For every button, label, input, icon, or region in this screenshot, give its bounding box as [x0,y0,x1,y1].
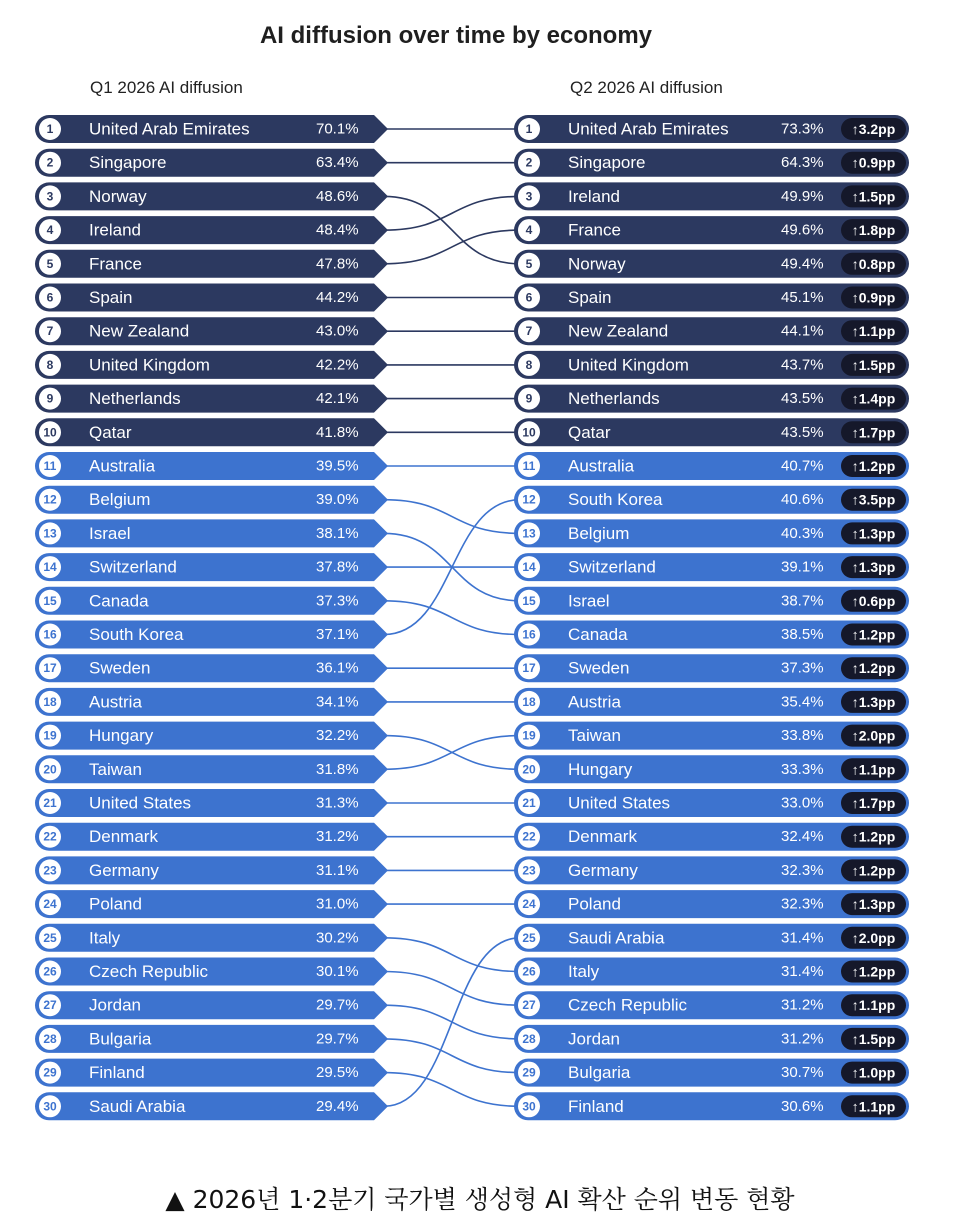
diffusion-value: 33.8% [781,727,824,745]
diffusion-value: 63.4% [316,154,359,172]
q1-row [35,553,388,581]
country-name: Norway [89,186,147,206]
country-name: United States [89,793,192,813]
rank-number: 4 [46,223,54,238]
rank-number: 25 [43,930,57,945]
change-value: ↑1.1pp [851,1098,896,1115]
rank-number: 22 [522,829,536,844]
country-name: Sweden [89,658,151,678]
rank-number: 3 [46,189,54,204]
rank-number: 5 [525,256,533,271]
diffusion-value: 49.4% [781,255,824,273]
diffusion-value: 40.3% [781,524,824,542]
diffusion-value: 39.1% [781,558,824,576]
diffusion-value: 38.1% [316,524,359,542]
rank-number: 26 [522,964,536,979]
q1-row [35,351,388,379]
diffusion-value: 43.0% [316,322,359,340]
change-value: ↑1.7pp [851,424,896,441]
q2-row [514,890,909,918]
change-value: ↑1.0pp [851,1064,896,1081]
change-value: ↑0.9pp [851,289,896,306]
rank-number: 27 [43,998,57,1013]
rank-number: 14 [522,560,536,575]
q2-row [514,722,909,750]
diffusion-value: 73.3% [781,120,824,138]
rank-number: 15 [43,593,57,608]
country-name: France [89,254,142,274]
q2-row [514,284,909,312]
diffusion-value: 29.5% [316,1064,359,1082]
rank-number: 3 [525,189,533,204]
q2-row [514,1059,909,1087]
connector-line [384,972,520,1006]
country-name: Finland [568,1096,624,1116]
connector-line [384,196,520,230]
country-name: Australia [568,456,635,476]
q1-row [35,1025,388,1053]
country-name: France [568,220,621,240]
rank-number: 16 [43,627,57,642]
diffusion-value: 31.8% [316,760,359,778]
rank-number: 13 [43,526,57,541]
country-name: Belgium [89,490,151,510]
diffusion-value: 70.1% [316,120,359,138]
q2-row [514,385,909,413]
rank-number: 11 [43,459,57,473]
q2-row [514,688,909,716]
diffusion-value: 43.5% [781,423,824,441]
q2-row [514,856,909,884]
rank-number: 2 [46,155,54,170]
country-name: Singapore [89,153,167,173]
country-name: Jordan [89,995,141,1015]
rank-number: 1 [525,122,533,136]
diffusion-value: 31.2% [316,828,359,846]
q1-row [35,452,388,480]
q1-row [35,958,388,986]
country-name: Netherlands [568,389,660,409]
change-value: ↑1.2pp [851,458,896,474]
country-name: Denmark [89,827,158,847]
connector-line [384,736,520,770]
diffusion-value: 45.1% [781,289,824,306]
rank-number: 18 [522,694,536,709]
change-value: ↑1.1pp [851,997,896,1014]
q2-row [514,755,909,783]
q1-row [35,1092,388,1120]
country-name: Israel [89,523,131,543]
diffusion-value: 37.8% [316,558,359,576]
country-name: Sweden [568,658,630,678]
change-value: ↑1.2pp [851,626,896,643]
diffusion-value: 37.1% [316,626,359,643]
rank-number: 21 [43,796,57,810]
q1-row [35,890,388,918]
country-name: Austria [89,692,142,712]
rank-number: 19 [43,728,57,743]
country-name: Canada [568,625,628,644]
country-name: South Korea [89,625,184,644]
diffusion-value: 49.9% [781,187,824,205]
q1-row [35,250,388,278]
diffusion-value: 31.2% [781,996,824,1014]
q1-row [35,486,388,514]
q2-row [514,1025,909,1053]
rank-number: 28 [522,1031,536,1046]
change-value: ↑0.9pp [851,154,896,171]
country-name: Jordan [568,1029,620,1049]
country-name: Germany [568,860,638,880]
left-column-label: Q1 2026 AI diffusion [90,78,243,97]
rank-number: 30 [522,1099,536,1114]
diffusion-value: 31.0% [316,895,359,913]
diffusion-value: 31.4% [781,963,824,980]
country-name: Hungary [568,759,633,779]
change-value: ↑1.5pp [851,356,896,373]
change-value: ↑1.1pp [851,323,896,340]
country-name: Australia [89,456,156,476]
country-name: Poland [89,894,142,914]
q2-row [514,823,909,851]
q2-row [514,216,909,244]
country-name: Saudi Arabia [568,928,665,948]
rank-number: 10 [522,425,536,440]
q2-row [514,991,909,1019]
diffusion-value: 32.2% [316,727,359,745]
q2-row [514,418,909,446]
country-name: Israel [568,591,610,611]
q1-row [35,587,388,615]
diffusion-value: 34.1% [316,693,359,711]
rank-number: 26 [43,964,57,979]
rank-number: 4 [525,223,533,238]
rank-number: 23 [43,863,57,878]
country-name: Finland [89,1063,145,1083]
diffusion-value: 39.0% [316,491,359,509]
change-value: ↑1.2pp [851,660,896,677]
change-value: ↑0.6pp [851,592,896,609]
rank-number: 2 [525,155,533,170]
country-name: Spain [89,288,133,307]
country-name: Belgium [568,523,630,543]
country-name: United Arab Emirates [568,119,729,139]
country-name: Austria [568,692,621,712]
q2-row [514,1092,909,1120]
rank-number: 20 [43,762,57,777]
rank-number: 28 [43,1031,57,1046]
country-name: Netherlands [89,389,181,409]
country-name: Bulgaria [89,1029,152,1049]
diffusion-value: 48.4% [316,221,359,239]
diffusion-value: 36.1% [316,659,359,677]
diffusion-value: 47.8% [316,255,359,273]
country-name: South Korea [568,490,663,510]
rank-number: 25 [522,930,536,945]
diffusion-value: 31.2% [781,1030,824,1048]
diffusion-value: 42.1% [316,390,359,408]
country-name: Spain [568,288,612,307]
connector-line [384,938,520,1107]
q2-row [514,587,909,615]
country-name: Canada [89,591,149,611]
q2-row [514,519,909,547]
q1-row [35,755,388,783]
diffusion-value: 31.3% [316,794,359,812]
connector-line [384,230,520,264]
change-value: ↑1.3pp [851,896,896,913]
q2-row [514,958,909,986]
diffusion-value: 64.3% [781,154,824,172]
country-name: Ireland [89,220,141,240]
country-name: Saudi Arabia [89,1096,186,1116]
rank-number: 5 [46,256,54,271]
country-name: Ireland [568,186,620,206]
diffusion-value: 31.1% [316,861,359,879]
diffusion-value: 37.3% [316,592,359,610]
diffusion-value: 44.2% [316,289,359,306]
country-name: Norway [568,254,626,274]
country-name: United Kingdom [568,355,689,375]
country-name: Qatar [89,422,132,442]
rank-rows [35,115,909,1120]
country-name: New Zealand [568,321,669,341]
diffusion-value: 30.7% [781,1064,824,1082]
country-name: Qatar [568,422,611,442]
change-value: ↑1.3pp [851,559,896,576]
diffusion-value: 40.6% [781,491,824,509]
country-name: Singapore [568,153,646,173]
change-value: ↑1.7pp [851,795,896,811]
diffusion-value: 43.5% [781,390,824,408]
change-value: ↑1.3pp [851,525,896,542]
q2-row [514,351,909,379]
diffusion-value: 35.4% [781,693,824,711]
country-name: Italy [89,928,121,948]
country-name: Hungary [89,726,154,746]
q1-row [35,856,388,884]
q1-row [35,621,388,649]
q1-row [35,789,388,817]
change-value: ↑3.2pp [851,121,896,137]
q2-row [514,317,909,345]
rank-number: 24 [522,897,536,912]
q1-row [35,216,388,244]
rank-number: 17 [43,661,57,676]
diffusion-value: 43.7% [781,356,824,374]
country-name: Denmark [568,827,637,847]
change-value: ↑1.8pp [851,222,896,239]
country-name: Czech Republic [89,962,209,981]
q1-row [35,149,388,177]
diffusion-value: 38.5% [781,626,824,643]
country-name: Switzerland [568,557,656,577]
q2-row [514,149,909,177]
rank-number: 22 [43,829,57,844]
country-name: Taiwan [89,759,142,779]
rank-number: 9 [525,391,533,406]
rank-number: 10 [43,425,57,440]
diffusion-value: 38.7% [781,592,824,610]
change-value: ↑1.5pp [851,188,896,205]
q1-row [35,924,388,952]
rank-number: 1 [46,122,54,136]
connector-lines [384,129,520,1106]
diffusion-value: 44.1% [781,322,824,340]
country-name: Switzerland [89,557,177,577]
rank-number: 20 [522,762,536,777]
q2-row [514,452,909,480]
q1-row [35,654,388,682]
diffusion-value: 39.5% [316,457,359,475]
q1-row [35,182,388,210]
caption: ▲ 2026년 1·2분기 국가별 생성형 AI 확산 순위 변동 현황 [165,1185,795,1214]
rank-number: 18 [43,694,57,709]
rank-number: 21 [522,796,536,810]
diffusion-value: 30.1% [316,963,359,980]
country-name: Czech Republic [568,995,688,1015]
rank-number: 27 [522,998,536,1013]
rank-number: 29 [522,1065,536,1080]
q1-row [35,115,388,143]
q2-row [514,654,909,682]
change-value: ↑1.3pp [851,693,896,710]
diffusion-value: 29.7% [316,1030,359,1048]
rank-number: 29 [43,1065,57,1080]
q1-row [35,385,388,413]
country-name: New Zealand [89,321,190,341]
diffusion-value: 33.3% [781,760,824,778]
q2-row [514,553,909,581]
rank-number: 8 [525,357,533,372]
diffusion-value: 32.4% [781,828,824,846]
rank-number: 14 [43,560,57,575]
change-value: ↑2.0pp [851,727,896,744]
q1-row [35,722,388,750]
connector-line [384,196,520,263]
country-name: United Kingdom [89,355,210,375]
q2-row [514,789,909,817]
change-value: ↑1.2pp [851,963,896,980]
change-value: ↑1.1pp [851,761,896,778]
q2-row [514,182,909,210]
diffusion-value: 30.6% [781,1097,824,1115]
diffusion-value: 42.2% [316,356,359,374]
change-value: ↑1.4pp [851,390,896,407]
q1-row [35,284,388,312]
change-value: ↑2.0pp [851,929,896,946]
q1-row [35,1059,388,1087]
q2-row [514,924,909,952]
country-name: Germany [89,860,159,880]
change-value: ↑3.5pp [851,491,896,508]
rank-number: 24 [43,897,57,912]
diffusion-value: 33.0% [781,794,824,812]
country-name: Taiwan [568,726,621,746]
rank-number: 30 [43,1099,57,1114]
change-value: ↑0.8pp [851,255,896,272]
diffusion-value: 29.4% [316,1097,359,1115]
rank-number: 7 [46,324,54,339]
country-name: Bulgaria [568,1063,631,1083]
right-column-label: Q2 2026 AI diffusion [570,78,723,97]
diffusion-value: 29.7% [316,996,359,1014]
rank-number: 12 [43,492,57,507]
rank-number: 17 [522,661,536,676]
q2-row [514,486,909,514]
rank-number: 23 [522,863,536,878]
q2-row [514,250,909,278]
country-name: Italy [568,962,600,981]
rank-number: 15 [522,593,536,608]
country-name: Poland [568,894,621,914]
diffusion-value: 30.2% [316,929,359,947]
change-value: ↑1.5pp [851,1030,896,1047]
chart-title: AI diffusion over time by economy [259,22,653,49]
q2-row [514,115,909,143]
q2-row [514,621,909,649]
rank-number: 8 [46,357,54,372]
country-name: United Arab Emirates [89,119,250,139]
rank-number: 19 [522,728,536,743]
rank-number: 6 [525,290,533,305]
diffusion-value: 49.6% [781,221,824,239]
diffusion-value: 48.6% [316,187,359,205]
diffusion-value: 37.3% [781,659,824,677]
change-value: ↑1.2pp [851,862,896,879]
q1-row [35,688,388,716]
q1-row [35,418,388,446]
rank-number: 12 [522,492,536,507]
q1-row [35,991,388,1019]
rank-number: 11 [522,459,536,473]
q1-row [35,823,388,851]
rank-number: 9 [46,391,54,406]
connector-line [384,1039,520,1073]
diffusion-value: 31.4% [781,929,824,947]
diffusion-value: 32.3% [781,895,824,913]
rank-number: 16 [522,627,536,642]
q1-row [35,317,388,345]
diffusion-value: 32.3% [781,861,824,879]
q1-row [35,519,388,547]
country-name: United States [568,793,671,813]
rank-number: 13 [522,526,536,541]
diffusion-value: 40.7% [781,457,824,475]
rank-number: 7 [525,324,533,339]
rank-number: 6 [46,290,54,305]
change-value: ↑1.2pp [851,828,896,845]
diffusion-value: 41.8% [316,423,359,441]
